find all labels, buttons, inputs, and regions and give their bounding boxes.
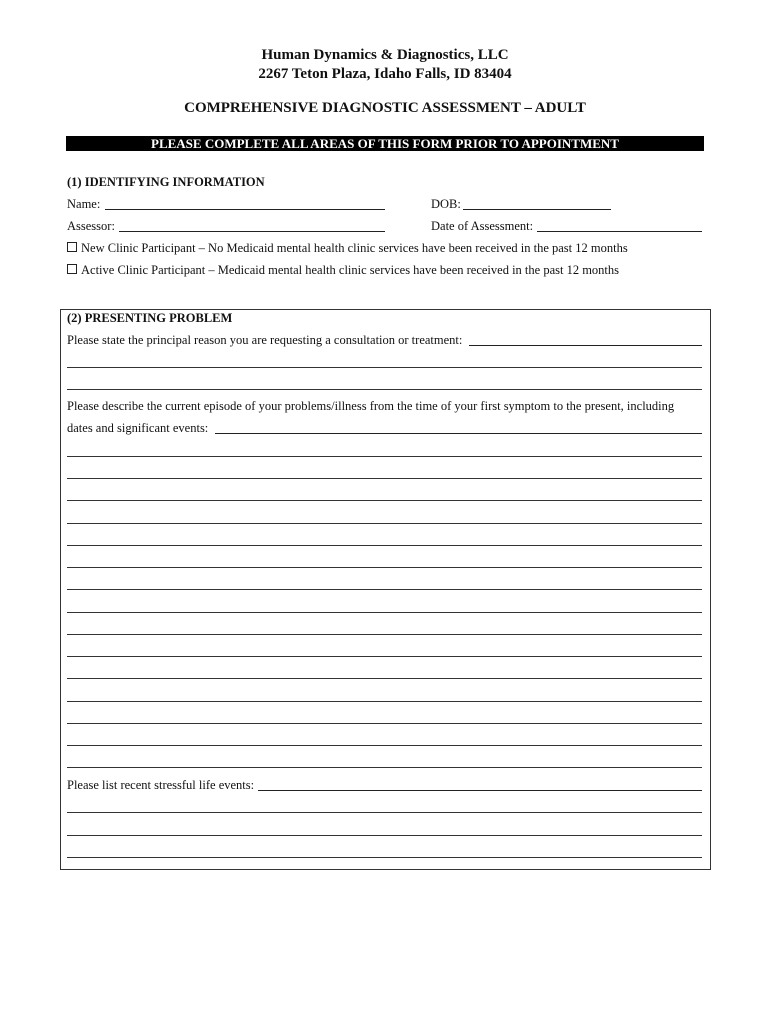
answer-line[interactable] (67, 367, 702, 368)
answer-line[interactable] (67, 835, 702, 836)
name-field[interactable] (105, 209, 385, 210)
stressful-events-field[interactable] (258, 790, 702, 791)
organization-name: Human Dynamics & Diagnostics, LLC (261, 47, 509, 63)
organization-address: 2267 Teton Plaza, Idaho Falls, ID 83404 (258, 66, 512, 82)
answer-line[interactable] (67, 634, 702, 635)
dob-field[interactable] (463, 209, 611, 210)
principal-reason-field[interactable] (469, 345, 702, 346)
date-of-assessment-label: Date of Assessment: (431, 219, 534, 233)
current-episode-field[interactable] (215, 433, 702, 434)
answer-line[interactable] (67, 389, 702, 390)
principal-reason-label: Please state the principal reason you are requesting a consultation or treatment: (67, 333, 463, 347)
instruction-banner: PLEASE COMPLETE ALL AREAS OF THIS FORM PRIOR TO APPOINTMENT (66, 136, 704, 151)
answer-line[interactable] (67, 857, 702, 858)
new-participant-checkbox[interactable] (67, 242, 77, 252)
answer-line[interactable] (67, 612, 702, 613)
answer-line[interactable] (67, 500, 702, 501)
section2-heading: (2) PRESENTING PROBLEM (67, 311, 233, 325)
form-title: COMPREHENSIVE DIAGNOSTIC ASSESSMENT – ADULT (184, 100, 586, 116)
new-participant-label: New Clinic Participant – No Medicaid mental health clinic services have been received in the past 12 months (81, 241, 628, 255)
answer-line[interactable] (67, 678, 702, 679)
answer-line[interactable] (67, 589, 702, 590)
active-participant-checkbox[interactable] (67, 264, 77, 274)
answer-line[interactable] (67, 723, 702, 724)
new-participant-option[interactable] (67, 241, 628, 256)
answer-line[interactable] (67, 523, 702, 524)
dob-label: DOB: (431, 197, 461, 211)
answer-line[interactable] (67, 456, 702, 457)
assessor-field[interactable] (119, 231, 385, 232)
answer-line[interactable] (67, 767, 702, 768)
answer-line[interactable] (67, 567, 702, 568)
answer-line[interactable] (67, 478, 702, 479)
current-episode-label: Please describe the current episode of your problems/illness from the time of your first symptom to the present, including (67, 399, 675, 413)
answer-line[interactable] (67, 745, 702, 746)
active-participant-label: Active Clinic Participant – Medicaid mental health clinic services have been received in the past 12 months (81, 263, 620, 277)
name-label: Name: (67, 197, 101, 211)
active-participant-option[interactable] (67, 263, 619, 278)
current-episode-label-cont: dates and significant events: (67, 421, 209, 435)
answer-line[interactable] (67, 545, 702, 546)
answer-line[interactable] (67, 812, 702, 813)
answer-line[interactable] (67, 701, 702, 702)
date-of-assessment-field[interactable] (537, 231, 702, 232)
stressful-events-label: Please list recent stressful life events: (67, 778, 255, 792)
assessor-label: Assessor: (67, 219, 115, 233)
answer-line[interactable] (67, 656, 702, 657)
section1-heading: (1) IDENTIFYING INFORMATION (67, 175, 265, 189)
